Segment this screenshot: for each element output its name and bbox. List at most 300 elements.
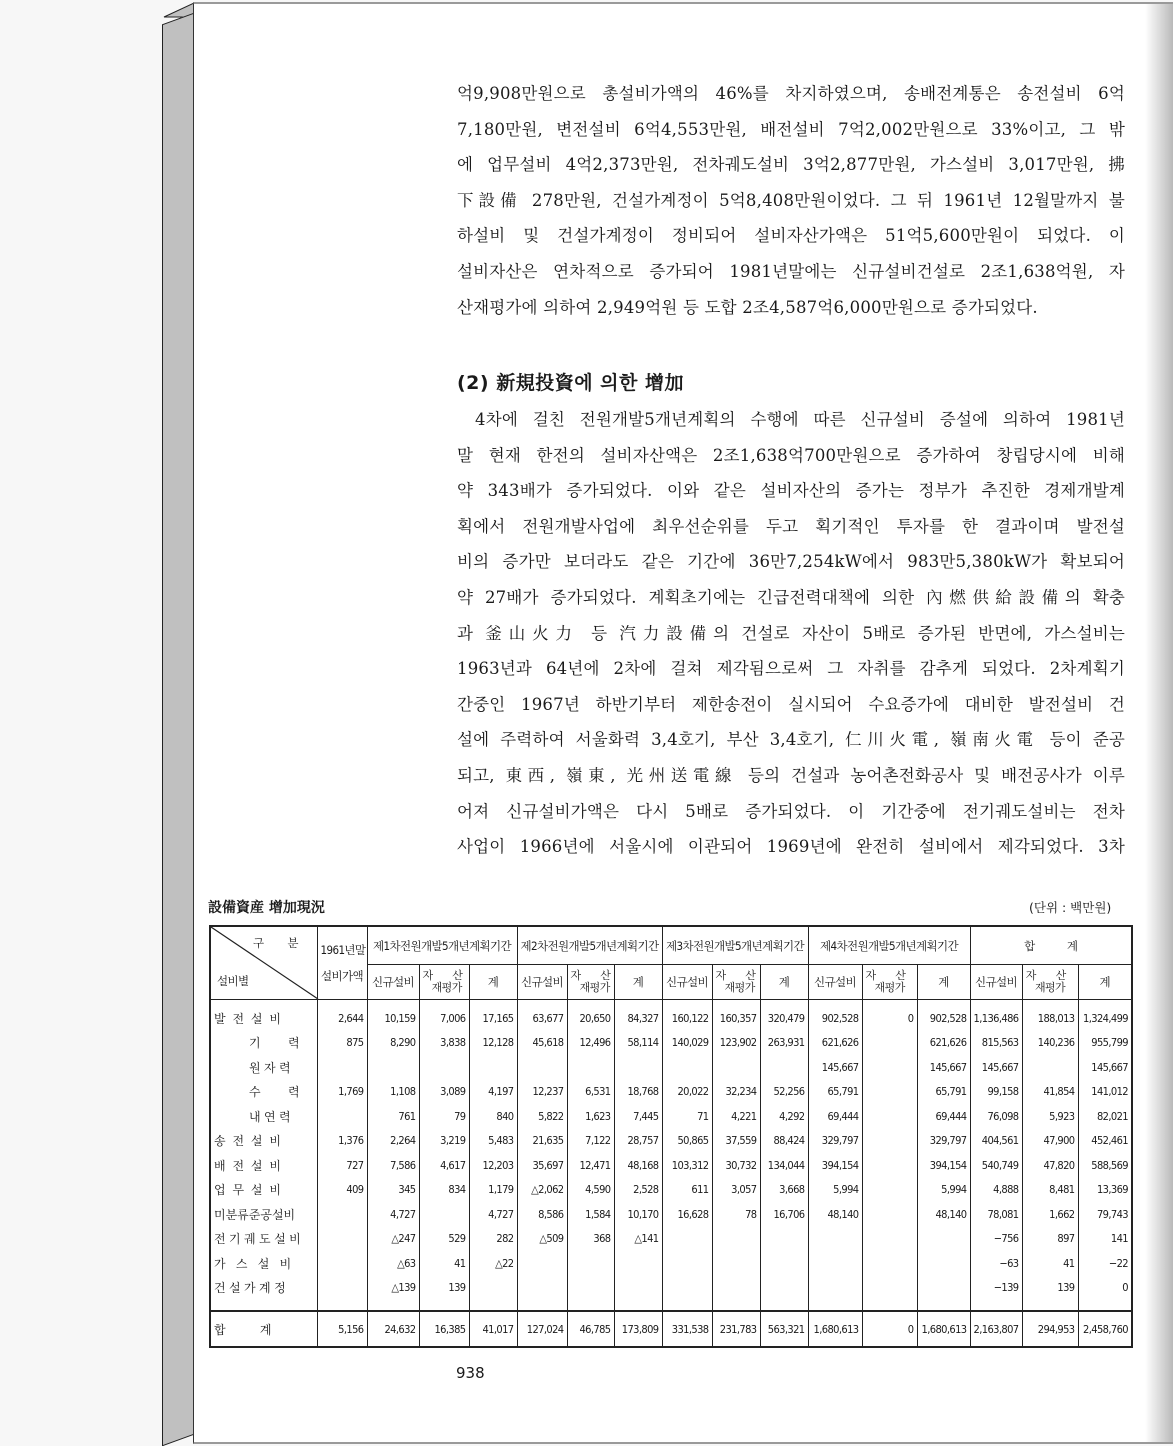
- table-cell: 84,327: [614, 1000, 662, 1031]
- table-cell: [317, 1251, 367, 1276]
- text-line: 하설비 및 건설가계정이 정비되어 설비자산가액은 51억5,600만원이 되었다. 이: [457, 226, 1125, 246]
- table-cell: 7,586: [367, 1153, 419, 1178]
- total-cell: 331,538: [662, 1311, 712, 1347]
- table-cell: 139: [419, 1276, 469, 1312]
- table-cell: [317, 1104, 367, 1129]
- table-cell: 8,586: [517, 1202, 567, 1227]
- table-cell: 1,623: [567, 1104, 614, 1129]
- table-cell: [917, 1227, 970, 1252]
- page-gutter-shadow: [1145, 4, 1173, 1442]
- table-cell: 2,528: [614, 1178, 662, 1203]
- table-cell: 65,791: [808, 1080, 862, 1105]
- table-cell: 103,312: [662, 1153, 712, 1178]
- table-cell: [367, 1055, 419, 1080]
- subheader-revaluation: [419, 965, 469, 1000]
- table-cell: 69,444: [917, 1104, 970, 1129]
- table-cell: 16,628: [662, 1202, 712, 1227]
- document-page: [193, 2, 1173, 1444]
- total-cell: 127,024: [517, 1311, 567, 1347]
- text-line: 下設備 278만원, 건설가계정이 5억8,408만원이었다. 그 뒤 1961년 12월말까지 불: [457, 190, 1125, 210]
- table-cell: 834: [419, 1178, 469, 1203]
- table-cell: 3,089: [419, 1080, 469, 1105]
- table-cell: 3,668: [760, 1178, 808, 1203]
- table-cell: 141: [1078, 1227, 1132, 1252]
- row-label: 전 기 궤 도 설 비: [210, 1227, 317, 1252]
- table-cell: [662, 1276, 712, 1312]
- table-cell: 8,290: [367, 1031, 419, 1056]
- table-cell: [317, 1276, 367, 1312]
- table-cell: 875: [317, 1031, 367, 1056]
- table-cell: [614, 1251, 662, 1276]
- subheader-subtotal: 계: [760, 965, 808, 1000]
- row-label: 원 자 력: [210, 1055, 317, 1080]
- table-cell: 160,122: [662, 1000, 712, 1031]
- text-line: 과 釜山火力 등 汽力設備의 건설로 자산이 5배로 증가된 반면에, 가스설비는: [457, 623, 1125, 643]
- table-row: [210, 1178, 1132, 1203]
- table-cell: 7,122: [567, 1129, 614, 1154]
- table-cell: 145,667: [808, 1055, 862, 1080]
- subheader-revaluation-line2: 재평가: [431, 981, 462, 994]
- table-cell: 76,098: [970, 1104, 1022, 1129]
- header-period-1: 제1차전원개발5개년계획기간: [367, 926, 517, 965]
- table-cell: [760, 1251, 808, 1276]
- table-cell: 840: [469, 1104, 517, 1129]
- table-cell: [862, 1104, 917, 1129]
- table-cell: [862, 1153, 917, 1178]
- table-cell: 18,768: [614, 1080, 662, 1105]
- table-cell: 99,158: [970, 1080, 1022, 1105]
- table-cell: 5,994: [808, 1178, 862, 1203]
- table-cell: 32,234: [712, 1080, 760, 1105]
- table-cell: [862, 1129, 917, 1154]
- row-label: 수 력: [210, 1080, 317, 1105]
- table-cell: 71: [662, 1104, 712, 1129]
- table-cell: [808, 1227, 862, 1252]
- row-label: 기 력: [210, 1031, 317, 1056]
- table-cell: 65,791: [917, 1080, 970, 1105]
- table-cell: 88,424: [760, 1129, 808, 1154]
- table-cell: [862, 1055, 917, 1080]
- table-cell: 48,168: [614, 1153, 662, 1178]
- row-label: 업 무 설 비: [210, 1178, 317, 1203]
- total-row-label: 합 계: [210, 1311, 317, 1347]
- table-cell: 12,471: [567, 1153, 614, 1178]
- table-cell: 28,757: [614, 1129, 662, 1154]
- total-cell: 563,321: [760, 1311, 808, 1347]
- table-cell: 139: [1022, 1276, 1078, 1312]
- table-cell: 621,626: [917, 1031, 970, 1056]
- row-label: 배 전 설 비: [210, 1153, 317, 1178]
- subheader-revaluation: [1022, 965, 1078, 1000]
- table-row: [210, 1080, 1132, 1105]
- table-cell: 145,667: [1078, 1055, 1132, 1080]
- table-cell: −63: [970, 1251, 1022, 1276]
- table-cell: 45,618: [517, 1031, 567, 1056]
- paragraph-1: [457, 76, 1125, 325]
- table-cell: 4,727: [367, 1202, 419, 1227]
- table-cell: 50,865: [662, 1129, 712, 1154]
- table-cell: [517, 1276, 567, 1312]
- table-cell: [317, 1202, 367, 1227]
- total-cell: 46,785: [567, 1311, 614, 1347]
- table-cell: [614, 1276, 662, 1312]
- table-row: [210, 1104, 1132, 1129]
- table-cell: 123,902: [712, 1031, 760, 1056]
- table-cell: 263,931: [760, 1031, 808, 1056]
- table-cell: [317, 1055, 367, 1080]
- table-cell: 47,900: [1022, 1129, 1078, 1154]
- subheader-subtotal: 계: [469, 965, 517, 1000]
- text-line: 획에서 전원개발사업에 최우선순위를 두고 획기적인 투자를 한 결과이며 발전설: [457, 516, 1125, 536]
- table-unit-label: (단위 : 백만원): [1029, 900, 1112, 915]
- table-cell: 188,013: [1022, 1000, 1078, 1031]
- subheader-revaluation-line1: 자 산: [865, 969, 914, 982]
- table-row: [210, 1202, 1132, 1227]
- table-cell: [517, 1055, 567, 1080]
- table-cell: [862, 1031, 917, 1056]
- row-label: 미분류준공설비: [210, 1202, 317, 1227]
- table-cell: 621,626: [808, 1031, 862, 1056]
- table-cell: 4,221: [712, 1104, 760, 1129]
- subheader-revaluation-line2: 재평가: [874, 981, 905, 994]
- table-cell: [862, 1251, 917, 1276]
- table-cell: [862, 1202, 917, 1227]
- table-cell: 2,264: [367, 1129, 419, 1154]
- table-cell: 140,029: [662, 1031, 712, 1056]
- table-cell: 329,797: [917, 1129, 970, 1154]
- table-cell: 368: [567, 1227, 614, 1252]
- text-line: 사업이 1966년에 서울시에 이관되어 1969년에 완전히 설비에서 제각되었다. 3차: [457, 837, 1125, 857]
- table-cell: △509: [517, 1227, 567, 1252]
- table-cell: 3,057: [712, 1178, 760, 1203]
- table-cell: △22: [469, 1251, 517, 1276]
- table-cell: 58,114: [614, 1031, 662, 1056]
- header-grand-total: 합 계: [970, 926, 1132, 965]
- table-cell: 13,369: [1078, 1178, 1132, 1203]
- table-cell: −139: [970, 1276, 1022, 1312]
- page-number: 938: [456, 1364, 485, 1382]
- table-cell: △141: [614, 1227, 662, 1252]
- table-cell: 5,994: [917, 1178, 970, 1203]
- table-cell: [917, 1251, 970, 1276]
- header-1961-line1: 1961년말: [320, 943, 366, 957]
- table-cell: 30,732: [712, 1153, 760, 1178]
- table-cell: 394,154: [917, 1153, 970, 1178]
- table-cell: 145,667: [970, 1055, 1022, 1080]
- table-cell: [712, 1251, 760, 1276]
- table-cell: 141,012: [1078, 1080, 1132, 1105]
- row-label: 건 설 가 계 정: [210, 1276, 317, 1312]
- subheader-revaluation-line1: 자 산: [570, 969, 619, 982]
- text-line: 간중인 1967년 하반기부터 제한송전이 실시되어 수요증가에 대비한 발전설비 건: [457, 694, 1125, 714]
- total-cell: 24,632: [367, 1311, 419, 1347]
- table-cell: [469, 1055, 517, 1080]
- table-cell: [760, 1227, 808, 1252]
- table-cell: △2,062: [517, 1178, 567, 1203]
- table-cell: 35,697: [517, 1153, 567, 1178]
- text-line: 약 27배가 증가되었다. 계획초기에는 긴급전력대책에 의한 內燃供給設備의 확충: [457, 587, 1125, 607]
- header-period-3: 제3차전원개발5개년계획기간: [662, 926, 808, 965]
- table-cell: 47,820: [1022, 1153, 1078, 1178]
- table-cell: 1,376: [317, 1129, 367, 1154]
- table-cell: 0: [862, 1000, 917, 1031]
- total-cell: 2,163,807: [970, 1311, 1022, 1347]
- table-cell: 815,563: [970, 1031, 1022, 1056]
- total-cell: 0: [862, 1311, 917, 1347]
- subheader-revaluation-line2: 재평가: [1034, 981, 1066, 994]
- table-cell: △139: [367, 1276, 419, 1312]
- table-cell: [808, 1276, 862, 1312]
- table-cell: [862, 1227, 917, 1252]
- table-cell: 140,236: [1022, 1031, 1078, 1056]
- header-1961-value: [317, 926, 367, 1000]
- table-row: [210, 1227, 1132, 1252]
- table-row: [210, 1251, 1132, 1276]
- subheader-subtotal: 계: [917, 965, 970, 1000]
- table-cell: 21,635: [517, 1129, 567, 1154]
- subheader-revaluation-line2: 재평가: [724, 981, 755, 994]
- table-cell: 20,650: [567, 1000, 614, 1031]
- total-cell: 173,809: [614, 1311, 662, 1347]
- table-cell: 3,838: [419, 1031, 469, 1056]
- text-line: 말 현재 한전의 설비자산액은 2조1,638억700만원으로 증가하여 창립당시에 비해: [457, 445, 1125, 465]
- header-corner-cell: [210, 926, 317, 1000]
- table-cell: [712, 1276, 760, 1312]
- table-cell: 41: [419, 1251, 469, 1276]
- table-cell: 78,081: [970, 1202, 1022, 1227]
- table-cell: [712, 1055, 760, 1080]
- table-cell: [567, 1251, 614, 1276]
- subheader-subtotal: 계: [1078, 965, 1132, 1000]
- subheader-new-equipment: 신규설비: [808, 965, 862, 1000]
- table-cell: 5,483: [469, 1129, 517, 1154]
- table-cell: 12,237: [517, 1080, 567, 1105]
- header-period-4: 제4차전원개발5개년계획기간: [808, 926, 970, 965]
- table-cell: 409: [317, 1178, 367, 1203]
- table-cell: 12,496: [567, 1031, 614, 1056]
- subheader-new-equipment: 신규설비: [662, 965, 712, 1000]
- total-cell: 294,953: [1022, 1311, 1078, 1347]
- total-cell: 231,783: [712, 1311, 760, 1347]
- table-cell: 160,357: [712, 1000, 760, 1031]
- total-cell: 5,156: [317, 1311, 367, 1347]
- book-page-edge: [162, 12, 196, 1446]
- table-cell: 4,617: [419, 1153, 469, 1178]
- subheader-revaluation-line1: 자 산: [715, 969, 764, 982]
- row-label: 발 전 설 비: [210, 1000, 317, 1031]
- text-line: 설비자산은 연차적으로 증가되어 1981년말에는 신규설비건설로 2조1,638억원, 자: [457, 261, 1125, 281]
- text-line: 1963년과 64년에 2차에 걸쳐 제각됨으로써 그 자취를 감추게 되었다. 2차계획기: [457, 659, 1125, 679]
- table-cell: −756: [970, 1227, 1022, 1252]
- text-line: 비의 증가만 보더라도 같은 기간에 36만7,254kW에서 983만5,380kW가 확보되어: [457, 552, 1125, 572]
- table-cell: 41,854: [1022, 1080, 1078, 1105]
- table-cell: [662, 1227, 712, 1252]
- table-cell: 79,743: [1078, 1202, 1132, 1227]
- row-label: 송 전 설 비: [210, 1129, 317, 1154]
- table-cell: 41: [1022, 1251, 1078, 1276]
- subheader-revaluation-line1: 자 산: [422, 969, 471, 982]
- total-cell: 1,680,613: [808, 1311, 862, 1347]
- table-cell: 82,021: [1078, 1104, 1132, 1129]
- total-cell: 41,017: [469, 1311, 517, 1347]
- table-cell: [808, 1251, 862, 1276]
- subheader-revaluation-line1: 자 산: [1025, 969, 1075, 982]
- table-cell: 7,445: [614, 1104, 662, 1129]
- table-cell: 540,749: [970, 1153, 1022, 1178]
- table-cell: [567, 1055, 614, 1080]
- table-cell: 5,923: [1022, 1104, 1078, 1129]
- table-cell: [419, 1202, 469, 1227]
- text-line: 에 업무설비 4억2,373만원, 전차궤도설비 3억2,877만원, 가스설비 3,017만원, 拂: [457, 155, 1125, 175]
- total-cell: 16,385: [419, 1311, 469, 1347]
- table-cell: 48,140: [808, 1202, 862, 1227]
- equipment-assets-table: [209, 925, 1133, 1348]
- table-row: [210, 1055, 1132, 1080]
- subheader-revaluation: [862, 965, 917, 1000]
- table-cell: 6,531: [567, 1080, 614, 1105]
- table-cell: △63: [367, 1251, 419, 1276]
- table-cell: [712, 1227, 760, 1252]
- header-period-2: 제2차전원개발5개년계획기간: [517, 926, 662, 965]
- text-line: 7,180만원, 변전설비 6억4,553만원, 배전설비 7억2,002만원으로 33%이고, 그 밖: [457, 119, 1125, 139]
- row-label: 가 스 설 비: [210, 1251, 317, 1276]
- header-1961-line2: 설비가액: [320, 969, 364, 983]
- table-cell: 345: [367, 1178, 419, 1203]
- table-cell: 12,203: [469, 1153, 517, 1178]
- table-cell: 452,461: [1078, 1129, 1132, 1154]
- text-line: 어져 신규설비가액은 다시 5배로 증가되었다. 이 기간중에 전기궤도설비는 전차: [457, 801, 1125, 821]
- table-cell: 5,822: [517, 1104, 567, 1129]
- table-cell: 529: [419, 1227, 469, 1252]
- table-cell: 10,159: [367, 1000, 419, 1031]
- table-cell: [662, 1055, 712, 1080]
- subheader-revaluation-line2: 재평가: [579, 981, 610, 994]
- table-cell: 727: [317, 1153, 367, 1178]
- table-cell: 8,481: [1022, 1178, 1078, 1203]
- table-cell: 611: [662, 1178, 712, 1203]
- text-line: 억9,908만원으로 총설비가액의 46%를 차지하였으며, 송배전계통은 송전설비 6억: [457, 84, 1125, 103]
- table-cell: [917, 1276, 970, 1312]
- table-cell: 79: [419, 1104, 469, 1129]
- table-cell: 78: [712, 1202, 760, 1227]
- table-cell: 1,662: [1022, 1202, 1078, 1227]
- table-cell: [760, 1055, 808, 1080]
- table-cell: [760, 1276, 808, 1312]
- table-cell: 20,022: [662, 1080, 712, 1105]
- header-equipment-label: 설비별: [217, 974, 249, 988]
- total-row: [210, 1311, 1132, 1347]
- table-cell: 588,569: [1078, 1153, 1132, 1178]
- subheader-revaluation: [567, 965, 619, 1000]
- table-cell: 4,197: [469, 1080, 517, 1105]
- table-cell: 897: [1022, 1227, 1078, 1252]
- table-cell: 1,136,486: [970, 1000, 1022, 1031]
- table-cell: 0: [1078, 1276, 1132, 1312]
- table-cell: 394,154: [808, 1153, 862, 1178]
- table-cell: 7,006: [419, 1000, 469, 1031]
- table-cell: 761: [367, 1104, 419, 1129]
- table-cell: 329,797: [808, 1129, 862, 1154]
- table-cell: 404,561: [970, 1129, 1022, 1154]
- table-cell: 955,799: [1078, 1031, 1132, 1056]
- table-cell: 52,256: [760, 1080, 808, 1105]
- text-line: 4차에 걸친 전원개발5개년계획의 수행에 따른 신규설비 증설에 의하여 1981년: [475, 410, 1125, 429]
- table-cell: 1,179: [469, 1178, 517, 1203]
- table-cell: 1,584: [567, 1202, 614, 1227]
- text-line: 산재평가에 의하여 2,949억원 등 도합 2조4,587억6,000만원으로 증가되었다.: [457, 297, 1038, 317]
- table-cell: 4,727: [469, 1202, 517, 1227]
- table-cell: [614, 1055, 662, 1080]
- table-cell: 1,108: [367, 1080, 419, 1105]
- table-cell: 12,128: [469, 1031, 517, 1056]
- text-line: 약 343배가 증가되었다. 이와 같은 설비자산의 증가는 정부가 추진한 경제개발계: [457, 481, 1125, 501]
- table-cell: 17,165: [469, 1000, 517, 1031]
- table-cell: 69,444: [808, 1104, 862, 1129]
- row-label: 내 연 력: [210, 1104, 317, 1129]
- header-category-label: 구 분: [252, 936, 309, 950]
- text-line: 되고, 東西, 嶺東, 光州送電線 등의 건설과 농어촌전화공사 및 배전공사가 이루: [457, 765, 1125, 785]
- table-cell: 1,324,499: [1078, 1000, 1132, 1031]
- subheader-new-equipment: 신규설비: [367, 965, 419, 1000]
- total-cell: 2,458,760: [1078, 1311, 1132, 1347]
- table-cell: [1022, 1055, 1078, 1080]
- table-cell: 10,170: [614, 1202, 662, 1227]
- table-cell: 282: [469, 1227, 517, 1252]
- table-cell: 4,292: [760, 1104, 808, 1129]
- subheader-new-equipment: 신규설비: [970, 965, 1022, 1000]
- table-cell: 48,140: [917, 1202, 970, 1227]
- subheader-revaluation: [712, 965, 764, 1000]
- table-cell: 2,644: [317, 1000, 367, 1031]
- table-cell: [419, 1055, 469, 1080]
- table-row: [210, 1153, 1132, 1178]
- table-cell: 902,528: [917, 1000, 970, 1031]
- table-cell: 4,590: [567, 1178, 614, 1203]
- table-row: [210, 1129, 1132, 1154]
- table-cell: 1,769: [317, 1080, 367, 1105]
- table-cell: 902,528: [808, 1000, 862, 1031]
- table-row: [210, 1031, 1132, 1056]
- table-title: 設備資産 增加現況: [208, 900, 325, 916]
- table-cell: [862, 1178, 917, 1203]
- table-cell: [317, 1227, 367, 1252]
- table-cell: −22: [1078, 1251, 1132, 1276]
- table-cell: [662, 1251, 712, 1276]
- table-cell: [469, 1276, 517, 1312]
- text-line: 설에 주력하여 서울화력 3,4호기, 부산 3,4호기, 仁川火電, 嶺南火電 등이 준공: [457, 730, 1125, 750]
- table-cell: 320,479: [760, 1000, 808, 1031]
- table-cell: △247: [367, 1227, 419, 1252]
- table-cell: 4,888: [970, 1178, 1022, 1203]
- table-cell: 3,219: [419, 1129, 469, 1154]
- table-row: [210, 1000, 1132, 1031]
- table-cell: [567, 1276, 614, 1312]
- table-row: [210, 1276, 1132, 1312]
- paragraph-2: [457, 402, 1125, 865]
- table-cell: 37,559: [712, 1129, 760, 1154]
- section-heading: (2) 新規投資에 의한 增加: [457, 372, 684, 394]
- subheader-subtotal: 계: [614, 965, 662, 1000]
- table-cell: [862, 1276, 917, 1312]
- table-cell: 63,677: [517, 1000, 567, 1031]
- table-cell: 16,706: [760, 1202, 808, 1227]
- table-cell: [517, 1251, 567, 1276]
- total-cell: 1,680,613: [917, 1311, 970, 1347]
- table-cell: 134,044: [760, 1153, 808, 1178]
- table-cell: [862, 1080, 917, 1105]
- table-cell: 145,667: [917, 1055, 970, 1080]
- subheader-new-equipment: 신규설비: [517, 965, 567, 1000]
